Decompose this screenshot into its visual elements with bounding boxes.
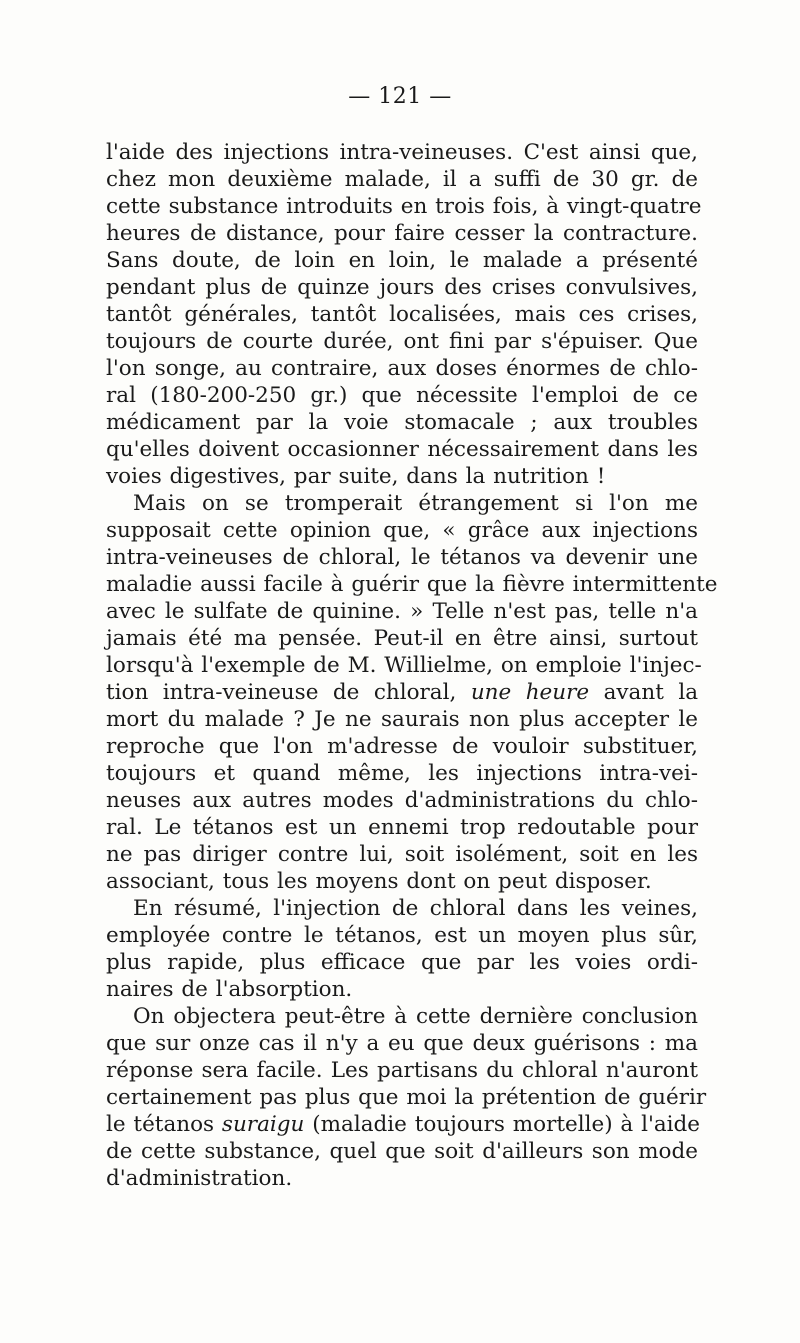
text-line: [106, 166, 698, 193]
text-line: [106, 409, 698, 436]
text-line: [106, 868, 698, 895]
text-segment: réponse sera facile. Les partisans du chloral n'auront: [106, 1058, 698, 1083]
text-segment: voies digestives, par suite, dans la nutrition !: [106, 464, 606, 489]
text-line: [106, 220, 698, 247]
paragraph: [106, 895, 698, 1003]
text-segment: reproche que l'on m'adresse de vouloir substituer,: [106, 734, 698, 759]
text-line: [106, 1084, 707, 1111]
text-segment: supposait cette opinion que, « grâce aux injections: [106, 518, 698, 543]
text-segment: jamais été ma pensée. Peut-il en être ainsi, surtout: [106, 626, 698, 651]
text-segment: heures de distance, pour faire cesser la contracture.: [106, 221, 698, 246]
text-segment: certainement pas plus que moi la prétention de guérir: [106, 1085, 707, 1110]
text-line: [106, 598, 698, 625]
text-segment: l'on songe, au contraire, aux doses énormes de chlo-: [106, 356, 698, 381]
text-line: [106, 760, 698, 787]
paragraph: [106, 1003, 707, 1192]
text-line: [106, 544, 698, 571]
text-segment: (maladie toujours mortelle) à l'aide: [304, 1112, 701, 1137]
text-line: [106, 193, 702, 220]
text-segment: lorsqu'à l'exemple de M. Willielme, on emploie l'injec-: [106, 653, 702, 678]
paragraph: [106, 490, 718, 895]
text-segment: d'administration.: [106, 1166, 293, 1191]
text-line: [106, 895, 698, 922]
text-line: [106, 490, 698, 517]
text-line: [106, 517, 698, 544]
text-segment: l'aide des injections intra-veineuses. C'est ainsi que,: [106, 140, 698, 165]
text-segment: Mais on se tromperait étrangement si l'on me: [133, 491, 698, 516]
text-segment: plus rapide, plus efficace que par les voies ordi-: [106, 950, 698, 975]
text-segment: ral. Le tétanos est un ennemi trop redoutable pour: [106, 815, 698, 840]
text-line: [106, 1138, 698, 1165]
text-line: [106, 139, 698, 166]
text-segment: neuses aux autres modes d'administrations du chlo-: [106, 788, 698, 813]
text-line: [106, 301, 698, 328]
italic-emphasis: suraigu: [221, 1112, 305, 1137]
text-segment: avec le sulfate de quinine. » Telle n'est pas, telle n'a: [106, 599, 698, 624]
text-segment: qu'elles doivent occasionner nécessairement dans les: [106, 437, 698, 462]
text-line: [106, 976, 698, 1003]
text-line: [106, 328, 698, 355]
text-segment: pendant plus de quinze jours des crises convulsives,: [106, 275, 698, 300]
paragraph: [106, 139, 702, 490]
text-segment: chez mon deuxième malade, il a suffi de 30 gr. de: [106, 167, 698, 192]
text-line: [106, 841, 698, 868]
text-segment: cette substance introduits en trois fois, à vingt-quatre: [106, 194, 702, 219]
text-segment: toujours de courte durée, ont fini par s'épuiser. Que: [106, 329, 698, 354]
text-segment: maladie aussi facile à guérir que la fièvre intermittente: [106, 572, 718, 597]
text-line: [106, 814, 698, 841]
text-line: [106, 1030, 698, 1057]
text-segment: En résumé, l'injection de chloral dans les veines,: [133, 896, 698, 921]
text-line: [106, 247, 698, 274]
text-segment: associant, tous les moyens dont on peut disposer.: [106, 869, 652, 894]
text-line: [106, 625, 698, 652]
text-line: [106, 274, 698, 301]
text-line: [106, 1165, 698, 1192]
text-segment: On objectera peut-être à cette dernière conclusion: [133, 1004, 698, 1029]
text-segment: que sur onze cas il n'y a eu que deux guérisons : ma: [106, 1031, 698, 1056]
text-line: [106, 706, 698, 733]
text-segment: Sans doute, de loin en loin, le malade a présenté: [106, 248, 698, 273]
text-segment: tantôt générales, tantôt localisées, mais ces crises,: [106, 302, 698, 327]
italic-emphasis: une heure: [470, 680, 590, 705]
page-number: — 121 —: [348, 84, 452, 109]
text-line: [106, 733, 698, 760]
text-segment: toujours et quand même, les injections intra-vei-: [106, 761, 698, 786]
text-segment: médicament par la voie stomacale ; aux troubles: [106, 410, 698, 435]
text-line: [106, 382, 698, 409]
text-segment: mort du malade ? Je ne saurais non plus accepter le: [106, 707, 698, 732]
text-segment: de cette substance, quel que soit d'ailleurs son mode: [106, 1139, 698, 1164]
text-line: [106, 571, 718, 598]
text-segment: ne pas diriger contre lui, soit isolément, soit en les: [106, 842, 698, 867]
text-line: [106, 652, 702, 679]
text-segment: intra-veineuses de chloral, le tétanos va devenir une: [106, 545, 698, 570]
text-line: [106, 1003, 698, 1030]
text-line: [106, 787, 698, 814]
text-segment: avant la: [589, 680, 699, 705]
text-segment: naires de l'absorption.: [106, 977, 353, 1002]
text-segment: tion intra-veineuse de chloral,: [106, 680, 471, 705]
text-line: [106, 1057, 698, 1084]
text-line: [106, 949, 698, 976]
text-segment: employée contre le tétanos, est un moyen plus sûr,: [106, 923, 698, 948]
text-segment: ral (180-200-250 gr.) que nécessite l'emploi de ce: [106, 383, 698, 408]
text-line: [106, 436, 698, 463]
text-line: [106, 922, 698, 949]
text-line: [106, 1111, 701, 1138]
text-segment: le tétanos: [106, 1112, 222, 1137]
text-line: [106, 463, 698, 490]
body-text: [106, 139, 718, 1192]
text-line: [106, 679, 698, 706]
text-line: [106, 355, 698, 382]
